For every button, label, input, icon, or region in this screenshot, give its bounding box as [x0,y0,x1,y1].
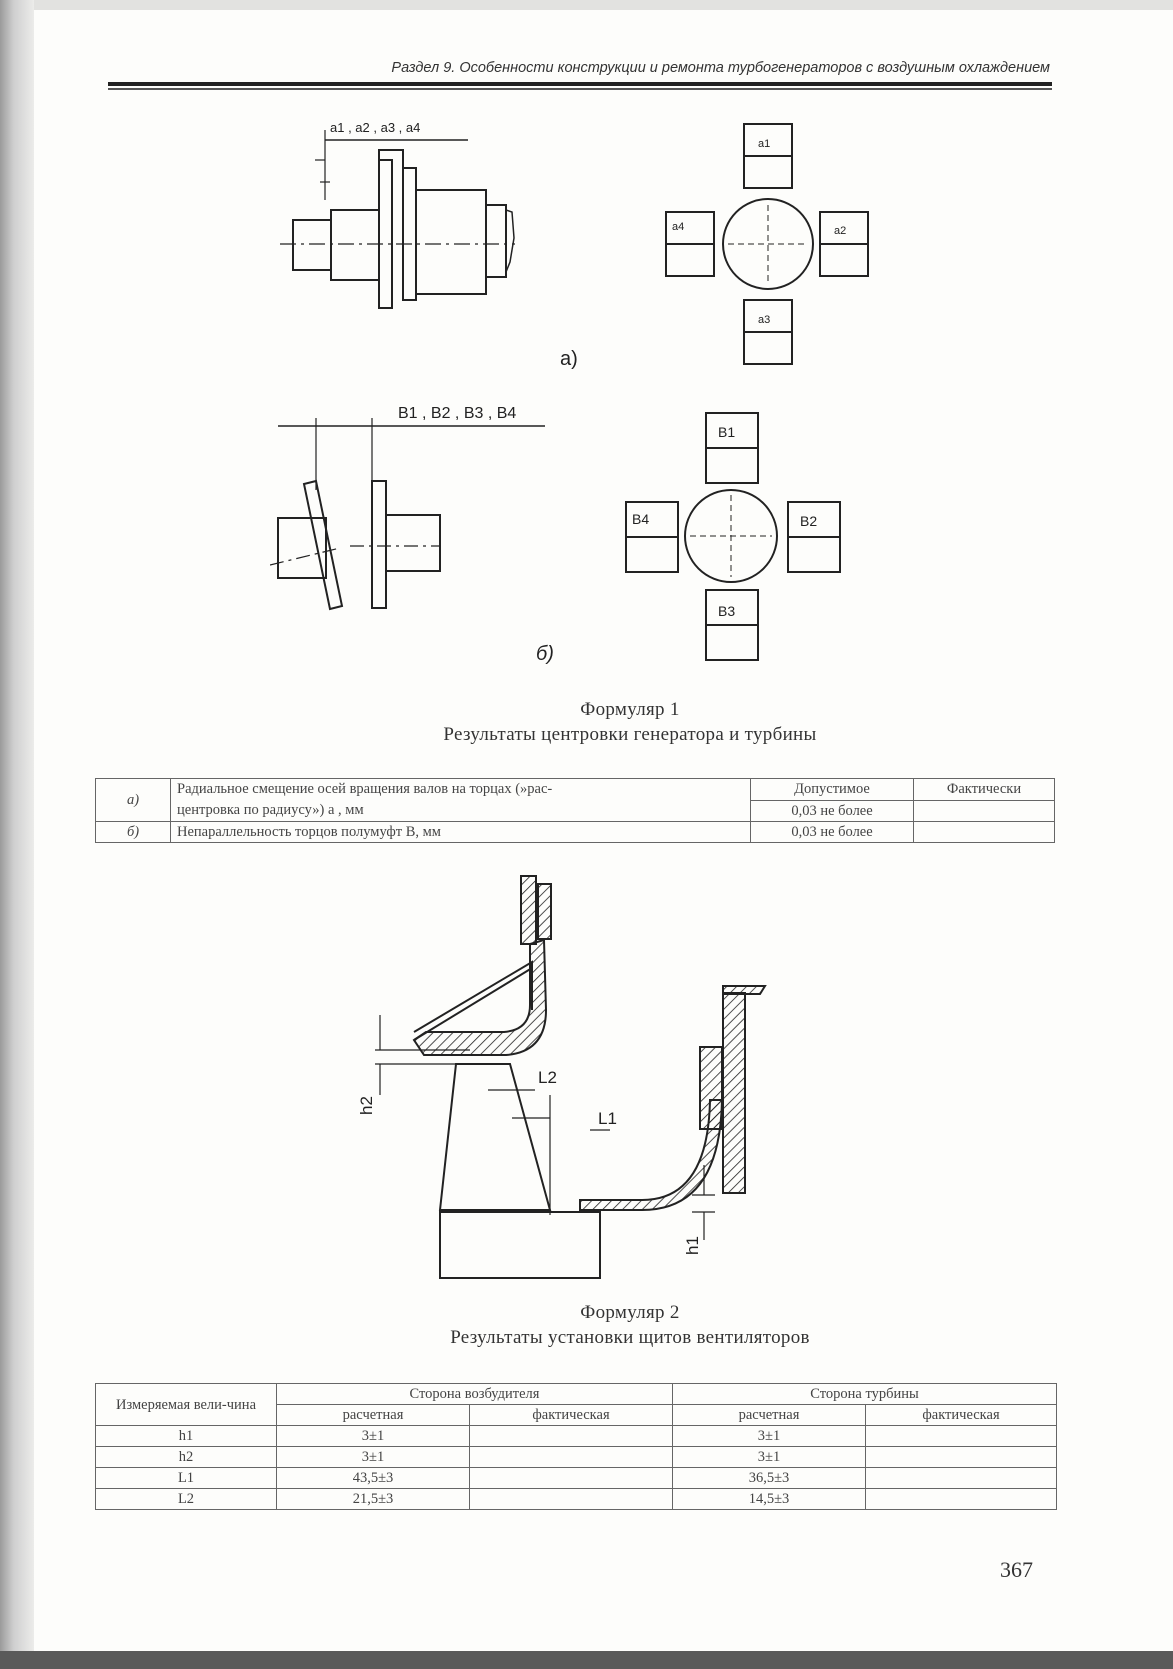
form1-row-b-desc: Непараллельность торцов полумуфт В, мм [171,822,751,843]
form2-header-row [96,1384,1057,1405]
label-h1: h1 [683,1236,702,1255]
form2-exc-actual [470,1426,673,1447]
book-gutter-shadow [0,0,34,1669]
figure-a-dim-label: a1 , a2 , a3 , a4 [330,120,421,135]
form1-header-actual: Фактически [914,779,1055,801]
form1-row-b-mark: б) [96,822,171,843]
form2-tur-calc: 3±1 [673,1426,866,1447]
form2-row-h2 [96,1447,1057,1468]
form2-header-turbine: Сторона турбины [673,1384,1057,1405]
form1-caption [250,697,1010,747]
form2-sub-exc-calc: расчетная [277,1405,470,1426]
form2-exc-calc: 3±1 [277,1447,470,1468]
form2-caption [250,1300,1010,1350]
label-L2: L2 [538,1068,557,1087]
scan-top-edge [34,0,1173,10]
form2-row-L2 [96,1489,1057,1510]
form2-tur-calc: 3±1 [673,1447,866,1468]
form1-row-a-desc-line2: центровка по радиусу») а , мм [177,802,364,818]
form1-subtitle: Результаты центровки генератора и турбины [443,724,817,745]
form2-tur-actual [866,1489,1057,1510]
form1-row-a-allowed: 0,03 не более [751,800,914,822]
form1-row-a [96,779,1055,801]
scan-bottom-edge [0,1651,1173,1669]
form2-exc-calc: 21,5±3 [277,1489,470,1510]
header-rule-thin [108,88,1052,90]
form1-row-a-actual [914,800,1055,822]
figure-b-label: б) [536,643,554,665]
form2-row-name: h2 [96,1447,277,1468]
gauge-b3-label: B3 [718,603,736,619]
figure-b-axial-check [270,395,870,675]
form1-row-b-allowed: 0,03 не более [751,822,914,843]
gauge-a3-label: a3 [758,314,771,326]
figure-b-dim-label: B1 , B2 , B3 , B4 [398,405,517,422]
form2-sub-exc-actual: фактическая [470,1405,673,1426]
form2-title: Формуляр 2 [580,1302,680,1323]
form2-exc-calc: 43,5±3 [277,1468,470,1489]
figure-a-radial-check [270,105,890,380]
form1-row-b [96,822,1055,843]
gauge-b4-label: B4 [632,511,650,527]
form1-title: Формуляр 1 [580,699,680,720]
form2-row-name: h1 [96,1426,277,1447]
form2-tur-actual [866,1426,1057,1447]
figure-a-label: а) [560,348,578,370]
form1-row-a-mark: а) [96,779,171,822]
form2-subtitle: Результаты установки щитов вентиляторов [450,1327,810,1348]
gauge-a1-label: a1 [758,138,771,150]
running-head: Раздел 9. Особенности конструкции и ремонта турбогенераторов с воздушным охлаждением [391,60,1050,76]
form1-row-b-actual [914,822,1055,843]
gauge-b2-label: B2 [800,513,818,529]
form2-tur-calc: 36,5±3 [673,1468,866,1489]
form2-row-name: L1 [96,1468,277,1489]
form2-exc-actual [470,1489,673,1510]
form2-exc-actual [470,1447,673,1468]
form1-row-a-desc-line1: Радиальное смещение осей вращения валов на торцах (»рас- [177,781,553,797]
form2-tur-actual [866,1447,1057,1468]
label-h2: h2 [357,1096,376,1115]
form2-header-quantity: Измеряемая вели-чина [96,1384,277,1426]
form2-exc-calc: 3±1 [277,1426,470,1447]
header-rule [108,82,1052,86]
form2-header-exciter: Сторона возбудителя [277,1384,673,1405]
figure-c-fan-shield [340,860,800,1280]
form2-row-L1 [96,1468,1057,1489]
form1-header-allowed: Допустимое [751,779,914,801]
form2-sub-tur-actual: фактическая [866,1405,1057,1426]
gauge-b1-label: B1 [718,424,736,440]
form2-row-name: L2 [96,1489,277,1510]
form2-exc-actual [470,1468,673,1489]
page-number: 367 [1000,1557,1033,1582]
gauge-a2-label: a2 [834,225,847,237]
form2-tur-actual [866,1468,1057,1489]
form1-table [95,778,1055,843]
gauge-a4-label: a4 [672,221,685,233]
form2-row-h1 [96,1426,1057,1447]
form2-sub-tur-calc: расчетная [673,1405,866,1426]
form1-row-a-desc [171,779,751,822]
form2-table [95,1383,1057,1510]
form2-tur-calc: 14,5±3 [673,1489,866,1510]
label-L1: L1 [598,1109,617,1128]
